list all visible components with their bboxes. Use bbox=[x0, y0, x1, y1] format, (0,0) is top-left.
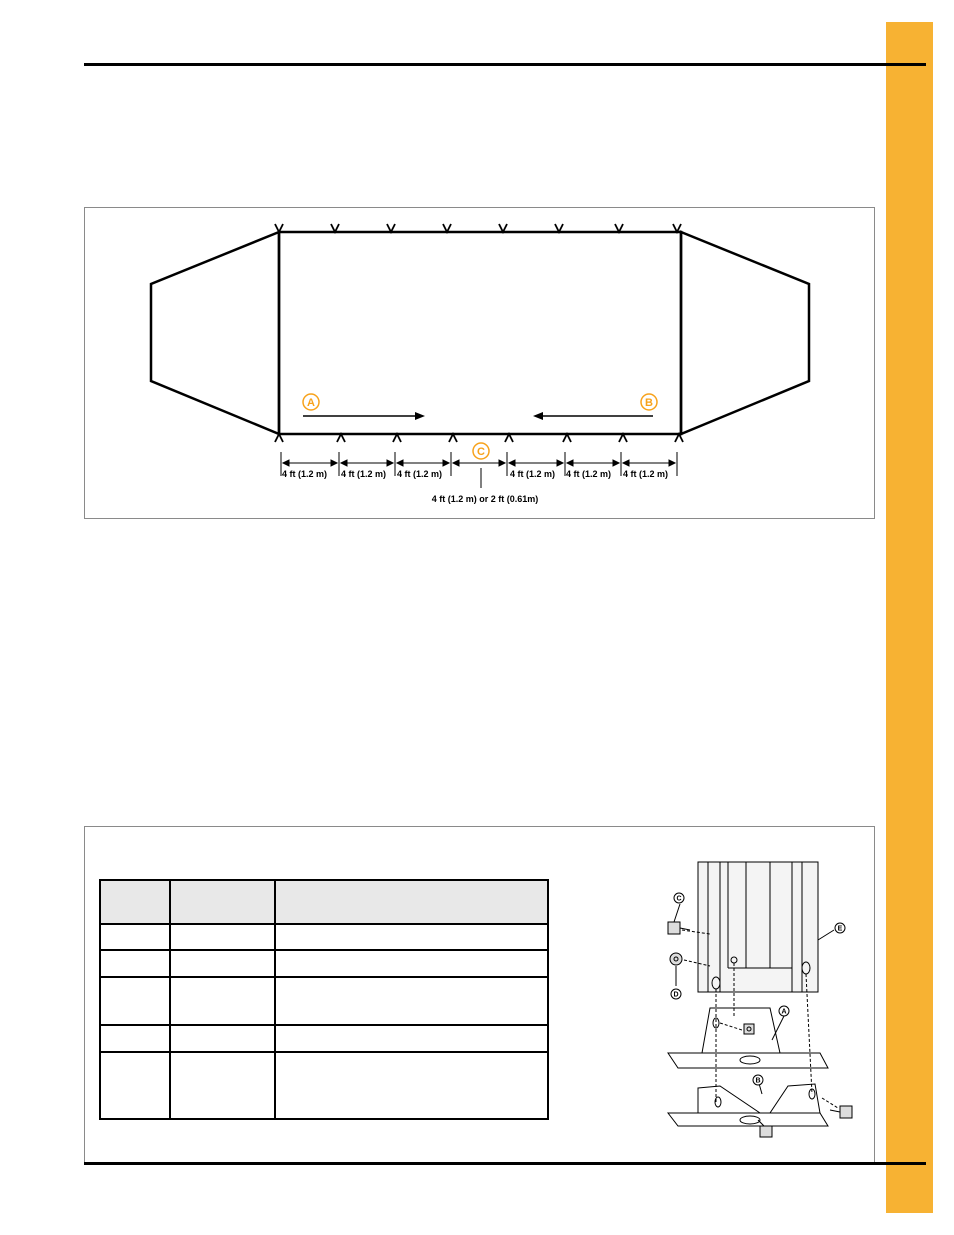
post-channel bbox=[698, 862, 818, 992]
table-cell bbox=[170, 950, 276, 977]
table-cell bbox=[275, 950, 548, 977]
bracket-a bbox=[668, 1008, 828, 1068]
table-cell bbox=[170, 924, 276, 950]
table-header-row bbox=[100, 880, 548, 924]
right-hopper-outline bbox=[681, 232, 809, 434]
callout-a-label: A bbox=[307, 397, 315, 409]
table-cell bbox=[170, 1025, 276, 1052]
nut-d bbox=[670, 953, 682, 965]
bolt-c bbox=[668, 922, 690, 934]
table-cell bbox=[100, 977, 170, 1025]
parts-table bbox=[99, 879, 549, 1120]
exploded-view-illustration bbox=[650, 858, 865, 1148]
dimension-arrows bbox=[283, 460, 675, 466]
table-cell bbox=[275, 924, 548, 950]
bracket-assembly-drawing bbox=[650, 858, 865, 1148]
footer-rule bbox=[84, 1162, 926, 1165]
direction-arrow-b bbox=[533, 412, 653, 420]
table-cell bbox=[170, 977, 276, 1025]
table-header-cell bbox=[100, 880, 170, 924]
part-callout-e-label: E bbox=[837, 925, 843, 933]
part-callout-d-label: D bbox=[673, 991, 679, 999]
part-callout-a bbox=[779, 1006, 789, 1016]
dimension-label: 4 ft (1.2 m) bbox=[282, 469, 328, 479]
part-callout-e bbox=[835, 923, 845, 933]
part-callout-c bbox=[674, 893, 684, 903]
center-span-note: 4 ft (1.2 m) or 2 ft (0.61m) bbox=[431, 494, 539, 504]
dimension-label: 4 ft (1.2 m) bbox=[341, 469, 387, 479]
callout-b bbox=[641, 394, 657, 410]
floor-plan-figure bbox=[84, 207, 875, 519]
floor-plan-diagram bbox=[85, 208, 876, 520]
part-callout-a-label: A bbox=[781, 1008, 787, 1016]
main-area-outline bbox=[279, 232, 681, 434]
dimension-label: 4 ft (1.2 m) bbox=[510, 469, 556, 479]
table-cell bbox=[275, 1025, 548, 1052]
callout-c bbox=[473, 443, 489, 488]
dimension-label: 4 ft (1.2 m) bbox=[397, 469, 443, 479]
dimension-labels bbox=[282, 469, 668, 479]
table-cell bbox=[275, 977, 548, 1025]
bracket-b bbox=[668, 1084, 828, 1126]
table-row bbox=[100, 977, 548, 1025]
table-row bbox=[100, 950, 548, 977]
table-header-cell bbox=[275, 880, 548, 924]
left-hopper-outline bbox=[151, 232, 279, 434]
table-cell bbox=[100, 950, 170, 977]
callout-a bbox=[303, 394, 319, 410]
table-header-cell bbox=[170, 880, 276, 924]
section-side-tab bbox=[886, 22, 933, 1213]
callout-b-label: B bbox=[645, 397, 653, 409]
bolt-bracket-b-right bbox=[830, 1106, 852, 1118]
part-callout-b bbox=[753, 1075, 763, 1085]
table-cell bbox=[100, 1025, 170, 1052]
table-cell bbox=[170, 1052, 276, 1119]
part-callout-b-label: B bbox=[755, 1077, 761, 1085]
table-cell bbox=[275, 1052, 548, 1119]
table-row bbox=[100, 1052, 548, 1119]
table-cell bbox=[100, 1052, 170, 1119]
bolt-bracket-a bbox=[744, 1024, 754, 1034]
table-cell bbox=[100, 924, 170, 950]
header-rule bbox=[84, 63, 926, 66]
part-callout-c-label: C bbox=[676, 895, 682, 903]
dimension-label: 4 ft (1.2 m) bbox=[623, 469, 669, 479]
part-callout-d bbox=[671, 989, 681, 999]
table-row bbox=[100, 1025, 548, 1052]
dimension-label: 4 ft (1.2 m) bbox=[566, 469, 612, 479]
direction-arrow-a bbox=[303, 412, 425, 420]
table-row bbox=[100, 924, 548, 950]
callout-c-label: C bbox=[477, 446, 485, 458]
